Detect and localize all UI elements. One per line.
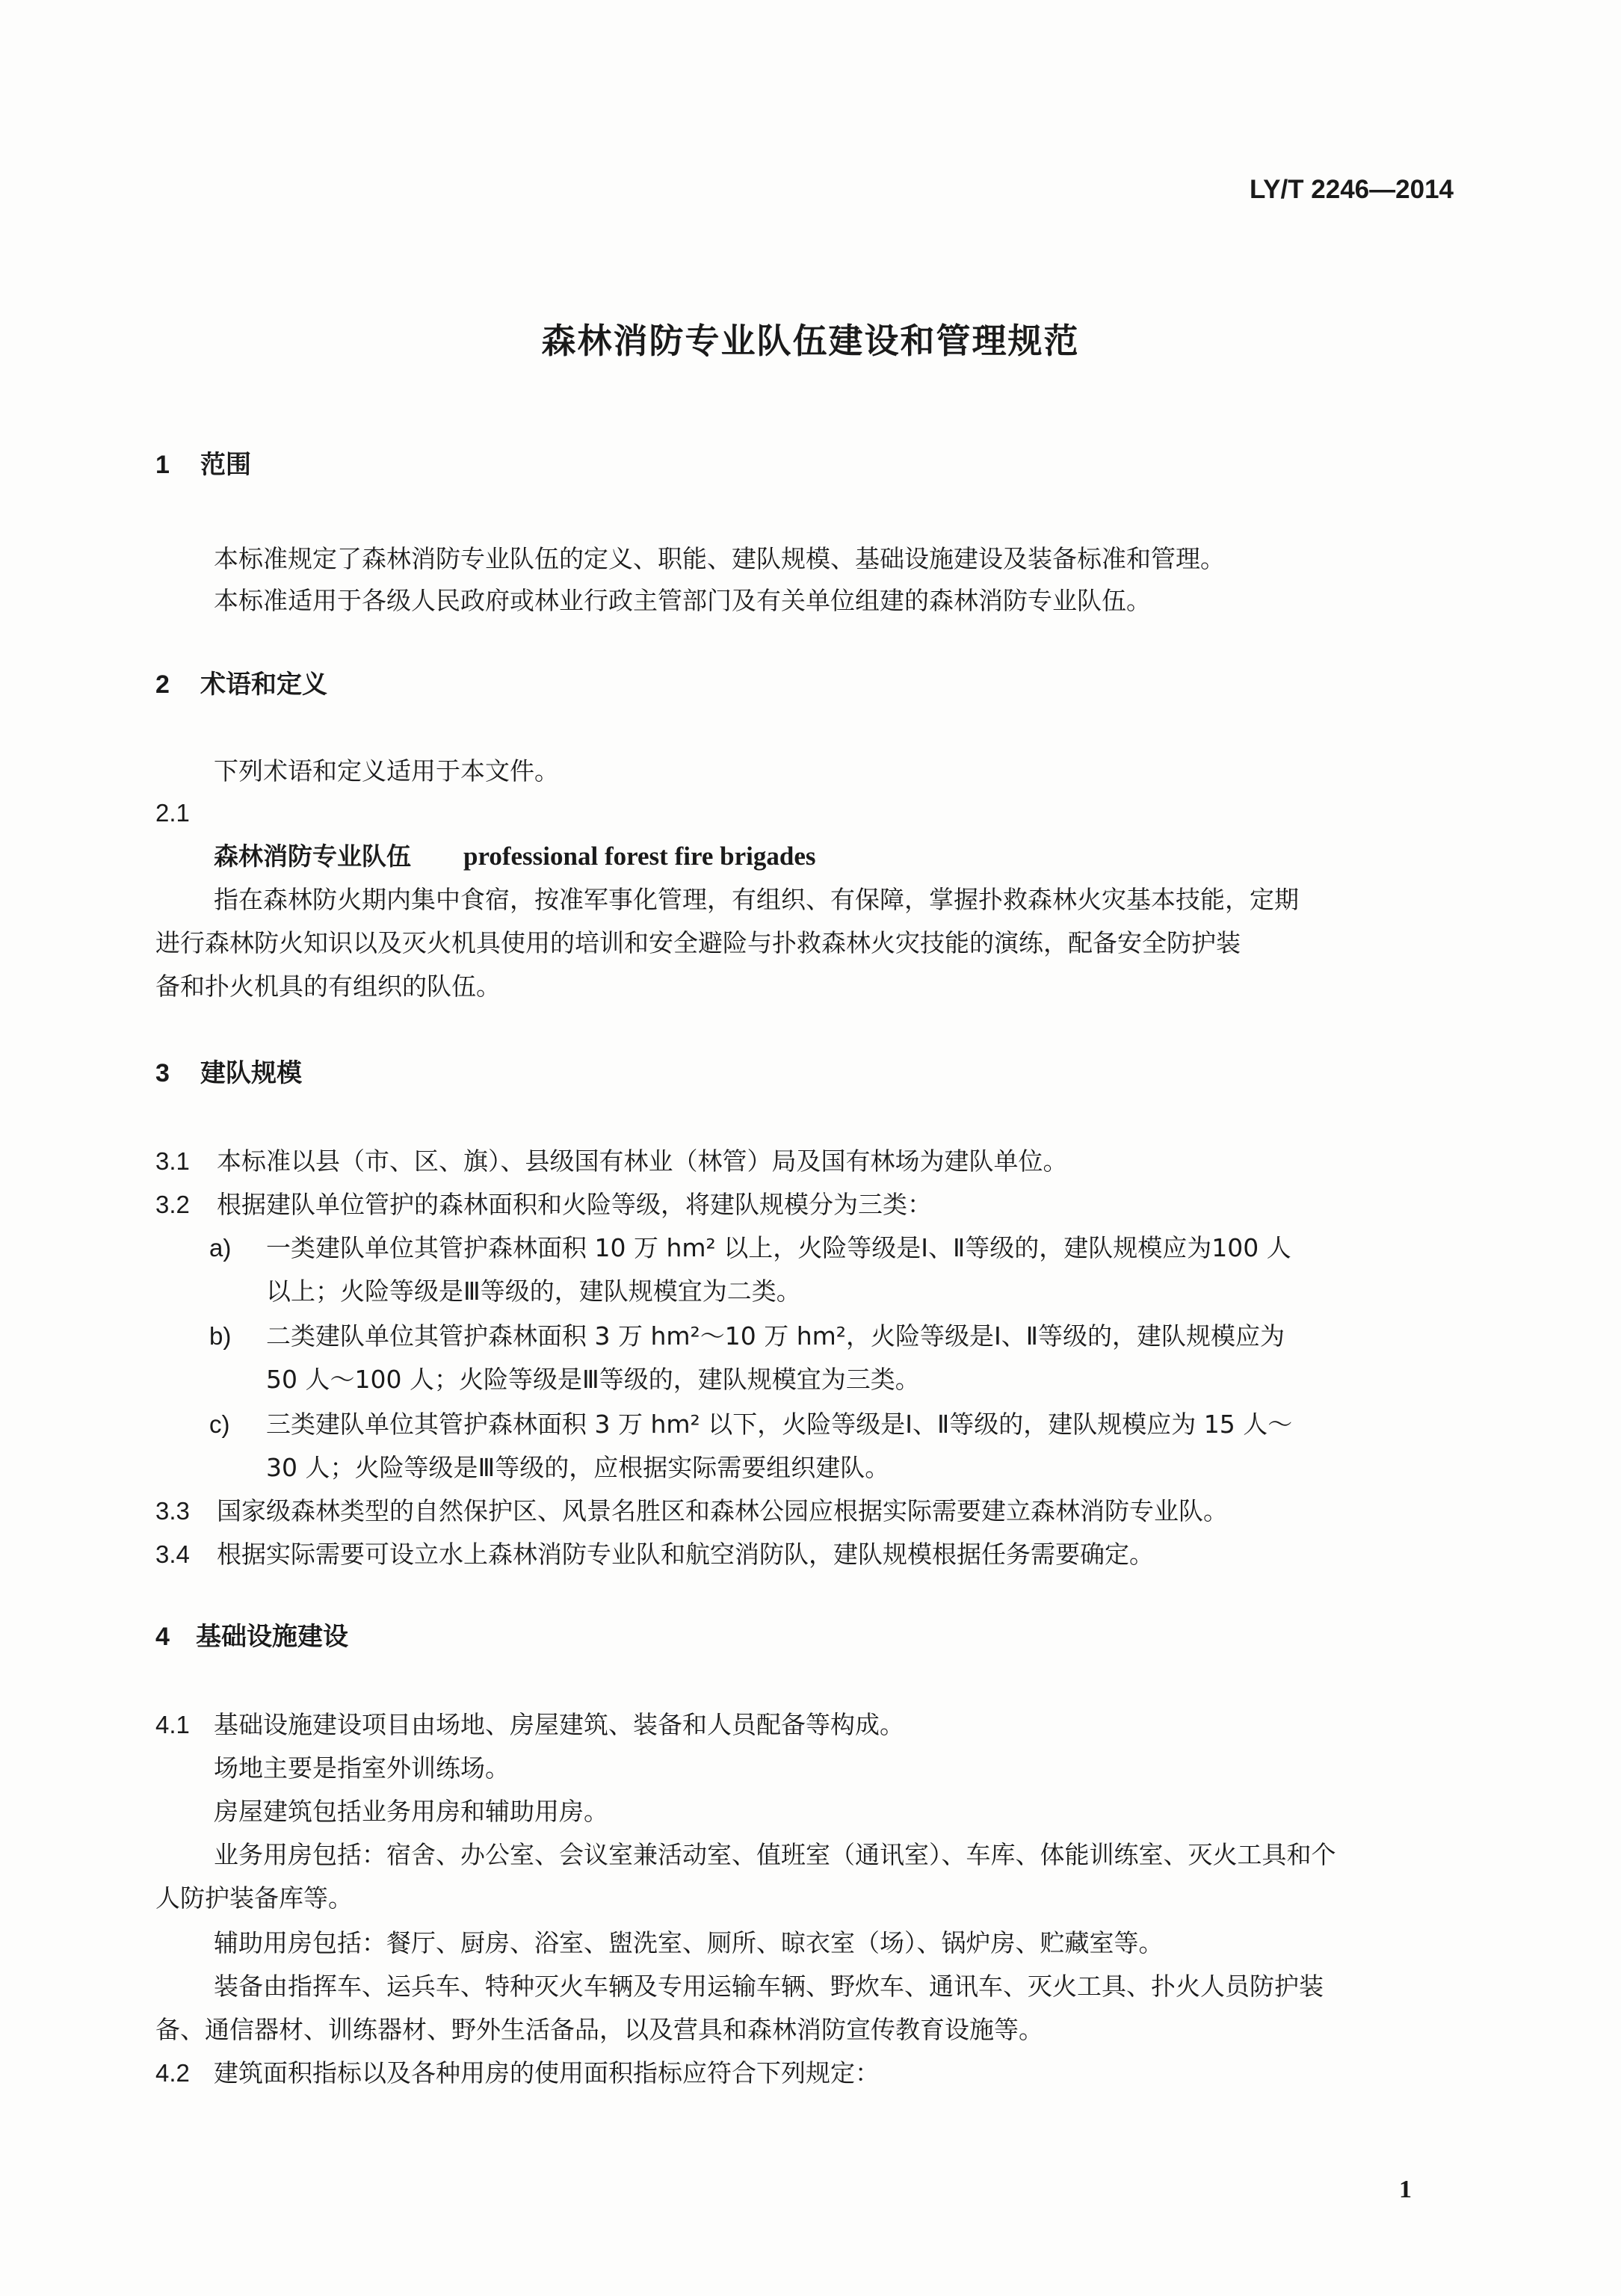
term-english: professional forest fire brigades xyxy=(463,842,816,871)
clause-4-1-paragraph: 场地主要是指室外训练场。 xyxy=(214,1753,510,1783)
list-item-line: 二类建队单位其管护森林面积 3 万 hm²～10 万 hm²，火险等级是Ⅰ、Ⅱ等级的，建队规模应为 xyxy=(266,1321,1285,1351)
page-number: 1 xyxy=(1399,2176,1412,2203)
section-1-heading: 范围 xyxy=(200,450,251,480)
clause-4-1-paragraph: 人防护装备库等。 xyxy=(155,1883,353,1913)
section-2-intro: 下列术语和定义适用于本文件。 xyxy=(214,756,559,786)
list-item-label: b) xyxy=(209,1322,232,1350)
term-definition-line: 备和扑火机具的有组织的队伍。 xyxy=(155,972,501,1001)
clause-4-1-paragraph: 业务用房包括：宿舍、办公室、会议室兼活动室、值班室（通讯室）、车库、体能训练室、灭火工具和个 xyxy=(214,1840,1336,1869)
term-chinese: 森林消防专业队伍 xyxy=(214,842,411,871)
term-definition-line: 进行森林防火知识以及灭火机具使用的培训和安全避险与扑救森林火灾技能的演练，配备安全防护装 xyxy=(155,928,1241,957)
section-3-number: 3 xyxy=(155,1059,170,1087)
section-2-heading: 术语和定义 xyxy=(200,670,327,700)
section-2-number: 2 xyxy=(155,670,170,699)
list-item-label: c) xyxy=(209,1410,230,1438)
list-item-line: 30 人；火险等级是Ⅲ等级的，应根据实际需要组织建队。 xyxy=(266,1453,890,1482)
clause-4-1-paragraph: 辅助用房包括：餐厅、厨房、浴室、盥洗室、厕所、晾衣室（场）、锅炉房、贮藏室等。 xyxy=(214,1928,1164,1957)
term-definition-line: 指在森林防火期内集中食宿，按准军事化管理，有组织、有保障，掌握扑救森林火灾基本技能，定期 xyxy=(214,885,1299,914)
clause-3-3-text: 国家级森林类型的自然保护区、风景名胜区和森林公园应根据实际需要建立森林消防专业队。 xyxy=(217,1496,1228,1525)
clause-3-4-number: 3.4 xyxy=(155,1540,190,1568)
clause-4-1-paragraph: 备、通信器材、训练器材、野外生活备品，以及营具和森林消防宣传教育设施等。 xyxy=(155,2015,1043,2044)
clause-2-1-number: 2.1 xyxy=(155,799,190,827)
section-4-number: 4 xyxy=(155,1623,170,1651)
list-item-line: 三类建队单位其管护森林面积 3 万 hm² 以下，火险等级是Ⅰ、Ⅱ等级的，建队规模应为 15 人～ xyxy=(266,1410,1293,1439)
clause-3-1-text: 本标准以县（市、区、旗）、县级国有林业（林管）局及国有林场为建队单位。 xyxy=(217,1147,1068,1176)
standard-code: LY/T 2246—2014 xyxy=(1249,175,1454,204)
section-1-paragraph: 本标准适用于各级人民政府或林业行政主管部门及有关单位组建的森林消防专业队伍。 xyxy=(214,586,1151,615)
clause-4-1-paragraph: 房屋建筑包括业务用房和辅助用房。 xyxy=(214,1797,608,1826)
list-item-line: 以上；火险等级是Ⅲ等级的，建队规模宜为二类。 xyxy=(266,1277,801,1306)
clause-3-1-number: 3.1 xyxy=(155,1147,190,1175)
clause-4-2-text: 建筑面积指标以及各种用房的使用面积指标应符合下列规定： xyxy=(214,2058,880,2087)
clause-4-1-paragraph: 装备由指挥车、运兵车、特种灭火车辆及专用运输车辆、野炊车、通讯车、灭火工具、扑火人员防护装 xyxy=(214,1972,1324,2001)
clause-4-1-number: 4.1 xyxy=(155,1711,190,1738)
clause-3-4-text: 根据实际需要可设立水上森林消防专业队和航空消防队，建队规模根据任务需要确定。 xyxy=(217,1540,1154,1569)
list-item-line: 一类建队单位其管护森林面积 10 万 hm² 以上，火险等级是Ⅰ、Ⅱ等级的，建队规模应为100 人 xyxy=(266,1233,1291,1262)
document-title: 森林消防专业队伍建设和管理规范 xyxy=(541,321,1080,361)
section-1-number: 1 xyxy=(155,451,170,479)
clause-3-2-text: 根据建队单位管护的森林面积和火险等级，将建队规模分为三类： xyxy=(217,1190,932,1219)
list-item-label: a) xyxy=(209,1234,232,1262)
clause-3-3-number: 3.3 xyxy=(155,1497,190,1525)
section-1-paragraph: 本标准规定了森林消防专业队伍的定义、职能、建队规模、基础设施建设及装备标准和管理。 xyxy=(214,544,1225,573)
section-4-heading: 基础设施建设 xyxy=(196,1622,348,1652)
section-3-heading: 建队规模 xyxy=(200,1058,302,1088)
clause-4-2-number: 4.2 xyxy=(155,2059,190,2087)
list-item-line: 50 人～100 人；火险等级是Ⅲ等级的，建队规模宜为三类。 xyxy=(266,1365,920,1394)
clause-3-2-number: 3.2 xyxy=(155,1191,190,1218)
clause-4-1-text: 基础设施建设项目由场地、房屋建筑、装备和人员配备等构成。 xyxy=(214,1710,904,1739)
